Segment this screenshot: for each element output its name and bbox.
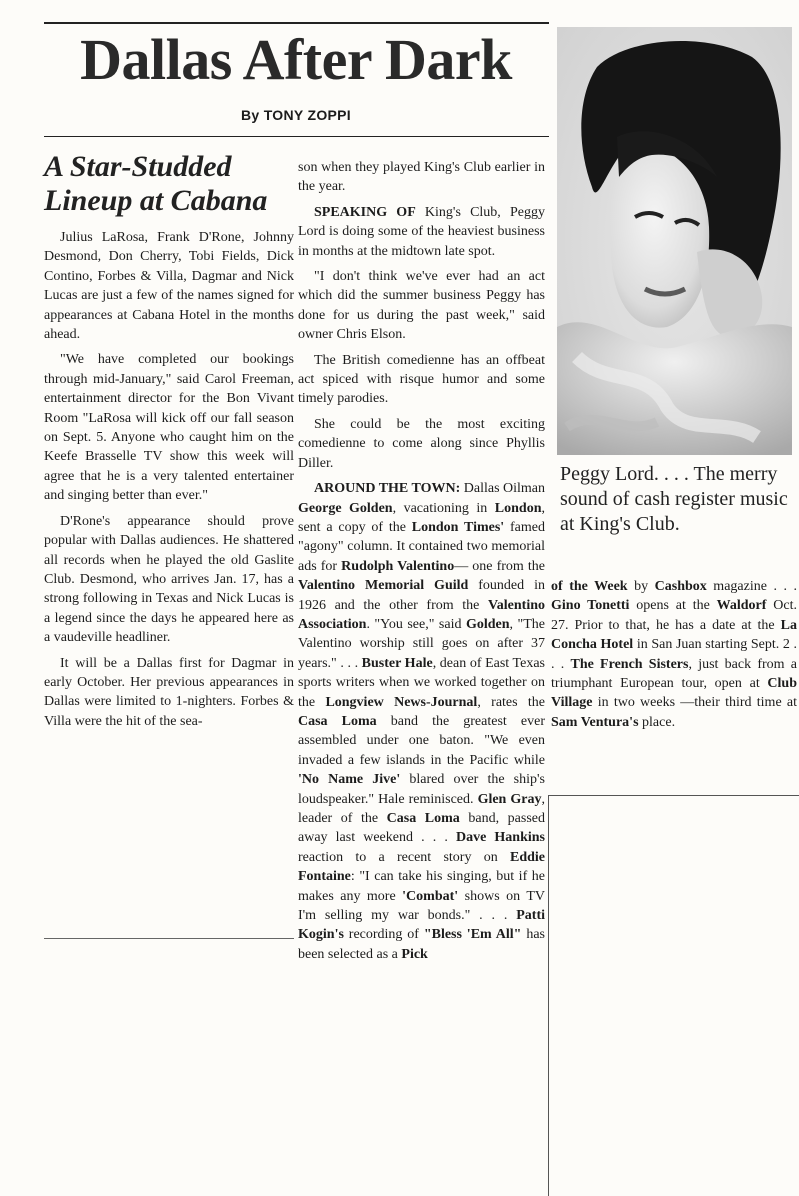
col1-bottom-rule	[44, 938, 294, 939]
column-3	[551, 577, 797, 738]
photo-caption: Peggy Lord. . . . The merry sound of cash register music at King's Club.	[560, 463, 788, 535]
peggy-lord-photo	[557, 27, 792, 455]
column-divider	[548, 795, 549, 1196]
paragraph: D'Rone's appearance should prove popular with Dallas audiences. He shattered all records when he played the old Gaslite Club. Desmond, who arrives Jan. 17, has a strong following in Texas and Nick Lucas is a legend since the days he appeared here as a vaudeville headliner.	[44, 513, 294, 646]
around-the-town-paragraph: AROUND THE TOWN: Dallas Oilman George Golden, vacationing in London, sent a copy of the London Times' famed "agony" column. It contained two memorial ads for Rudolph Valentino— one from the Valentino Memorial Guild founded in 1926 and the other from the Valentino Association. "You see," said Golden, "The Valentino worship still goes on after 37 years." . . . Buster Hale, dean of East Texas sports writers when we worked together on the Longview News-Journal, rates the Casa Loma band the greatest ever assembled under one baton. "We even invaded a few islands in the Pacific while 'No Name Jive' blared over the ship's loudspeaker." Hale reminisced. Glen Gray, leader of the Casa Loma band, passed away last weekend . . . Dave Hankins reaction to a recent story on Eddie Fontaine: "I can take his singing, but if he makes any more 'Combat' shows on TV I'm selling my war bonds." . . . Patti Kogin's recording of "Bless 'Em All" has been selected as a Pick	[298, 481, 546, 962]
section-lead: AROUND THE TOWN:	[314, 481, 461, 497]
col3-bottom-rule	[549, 795, 799, 796]
column-1	[44, 150, 294, 737]
section-lead: SPEAKING OF	[314, 204, 416, 220]
headline-line-2: Lineup at Cabana	[44, 184, 268, 217]
paragraph: "We have completed our bookings through mid-January," said Carol Freeman, entertainment director for the Bon Vivant Room "LaRosa will kick off our fall season on Sept. 5. Anyone who caught him on the Keefe Brasselle TV show this week will agree that he is a very talented entertainer and singing better than ever."	[44, 352, 294, 504]
paragraph: of the Week by Cashbox magazine . . . Gino Tonetti opens at the Waldorf Oct. 27. Prior to that, he has a date at the La Concha Hotel in San Juan starting Sept. 2 . . . The French Sisters, just back from a triumphant European tour, open at Club Village in two weeks —their third time at Sam Ventura's place.	[551, 579, 798, 730]
paragraph: "I don't think we've ever had an act which did the summer business Peggy has done for us during the past week," said owner Chris Elson.	[298, 269, 545, 343]
portrait-image	[557, 27, 792, 455]
page-title: Dallas After Dark	[80, 27, 512, 92]
paragraph: son when they played King's Club earlier in the year.	[298, 160, 545, 195]
paragraph: She could be the most exciting comedienne to come along since Phyllis Diller.	[298, 416, 545, 471]
masthead-rule	[44, 136, 549, 137]
paragraph: Julius LaRosa, Frank D'Rone, Johnny Desmond, Don Cherry, Tobi Fields, Dick Contino, Forbes & Villa, Dagmar and Nick Lucas are just a few of the names signed for appearances at Cabana Hotel in the months ahead.	[44, 230, 294, 343]
headline-line-1: A Star-Studded	[44, 150, 232, 183]
paragraph: The British comedienne has an offbeat act spiced with risque humor and some timely parodies.	[298, 352, 545, 407]
paragraph: It will be a Dallas first for Dagmar in early October. Her previous appearances in Dallas were limited to 1-nighters. Forbes & Villa were the hit of the sea-	[44, 655, 294, 729]
column-2	[298, 158, 545, 970]
byline: By TONY ZOPPI	[241, 107, 351, 123]
paragraph: SPEAKING OF King's Club, Peggy Lord is doing some of the heaviest business in months at the midtown late spot.	[298, 204, 545, 259]
article-headline	[44, 150, 294, 218]
top-rule	[44, 22, 549, 24]
